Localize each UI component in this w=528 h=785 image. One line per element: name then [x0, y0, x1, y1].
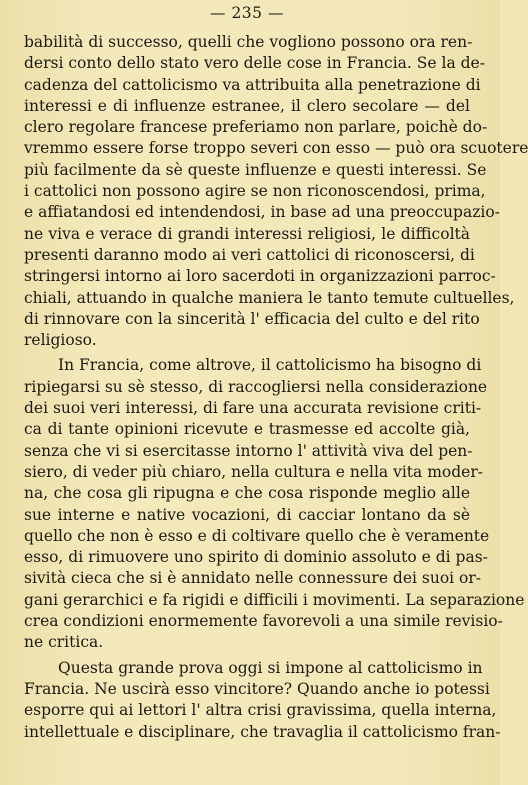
paragraph-2	[24, 355, 525, 653]
text-line: stringersi intorno ai loro sacerdoti in organizzazioni parroc-	[24, 267, 496, 286]
text-line: vremmo essere forse troppo severi con esso — può ora scuotere	[24, 139, 528, 158]
page-body	[24, 32, 528, 743]
text-line: chiali, attuando in qualche maniera le tanto temute cultuelles,	[24, 288, 515, 307]
text-line: i cattolici non possono agire se non riconoscendosi, prima,	[24, 182, 486, 201]
text-line: esporre qui ai lettori l' altra crisi gravissima, quella interna,	[24, 701, 497, 720]
text-line: gani gerarchici e fa rigidi e difficili i movimenti. La separazione	[24, 590, 525, 609]
text-line: più facilmente da sè queste influenze e questi interessi. Se	[24, 160, 487, 179]
text-line: clero regolare francese preferiamo non parlare, poichè do-	[24, 118, 488, 137]
text-line: Francia. Ne uscirà esso vincitore? Quando anche io potessi	[24, 679, 490, 698]
text-line: ne critica.	[24, 633, 104, 652]
text-line: presenti daranno modo ai veri cattolici di riconoscersi, di	[24, 245, 475, 264]
text-line: siero, di veder più chiaro, nella cultura e nella vita moder-	[24, 462, 483, 481]
text-line: interessi e di influenze estranee, il clero secolare — del	[24, 96, 470, 115]
text-line: crea condizioni enormemente favorevoli a una simile revisio-	[24, 612, 503, 631]
text-line: di rinnovare con la sincerità l' efficacia del culto e del rito	[24, 309, 480, 328]
text-line: babilità di successo, quelli che vogliono possono ora ren-	[24, 33, 473, 51]
text-line: Questa grande prova oggi si impone al cattolicismo in	[58, 658, 483, 677]
text-line: In Francia, come altrove, il cattolicismo ha bisogno di	[58, 356, 482, 375]
text-line: ca di tante opinioni ricevute e trasmesse ed accolte già,	[24, 420, 470, 439]
text-line: intellettuale e disciplinare, che travaglia il cattolicismo fran-	[24, 722, 501, 741]
paragraph-3	[24, 658, 501, 743]
text-line: esso, di rimuovere uno spirito di dominio assoluto e di pas-	[24, 548, 488, 567]
text-line: quello che non è esso e di coltivare quello che è veramente	[24, 526, 490, 545]
text-line: dei suoi veri interessi, di fare una accurata revisione criti-	[24, 399, 482, 418]
text-line: sività cieca che si è annidato nelle connessure dei suoi or-	[24, 569, 482, 588]
text-line: senza che vi si esercitasse intorno l' attività viva del pen-	[24, 441, 473, 460]
text-line: ripiegarsi su sè stesso, di raccogliersi nella considerazione	[24, 377, 488, 396]
text-line: ne viva e verace di grandi interessi religiosi, le difficoltà	[24, 224, 470, 243]
text-line: sue interne e native vocazioni, di cacciar lontano da sè	[24, 505, 470, 524]
paragraph-1	[24, 32, 528, 351]
text-line: na, che cosa gli ripugna e che cosa risponde meglio alle	[24, 484, 470, 503]
page-number: — 235 —	[210, 4, 284, 22]
text-line: religioso.	[24, 331, 97, 350]
text-line: e affiatandosi ed intendendosi, in base ad una preoccupazio-	[24, 203, 500, 222]
text-line: dersi conto dello stato vero delle cose in Francia. Se la de-	[24, 54, 485, 73]
text-line: cadenza del cattolicismo va attribuita alla penetrazione di	[24, 75, 481, 94]
